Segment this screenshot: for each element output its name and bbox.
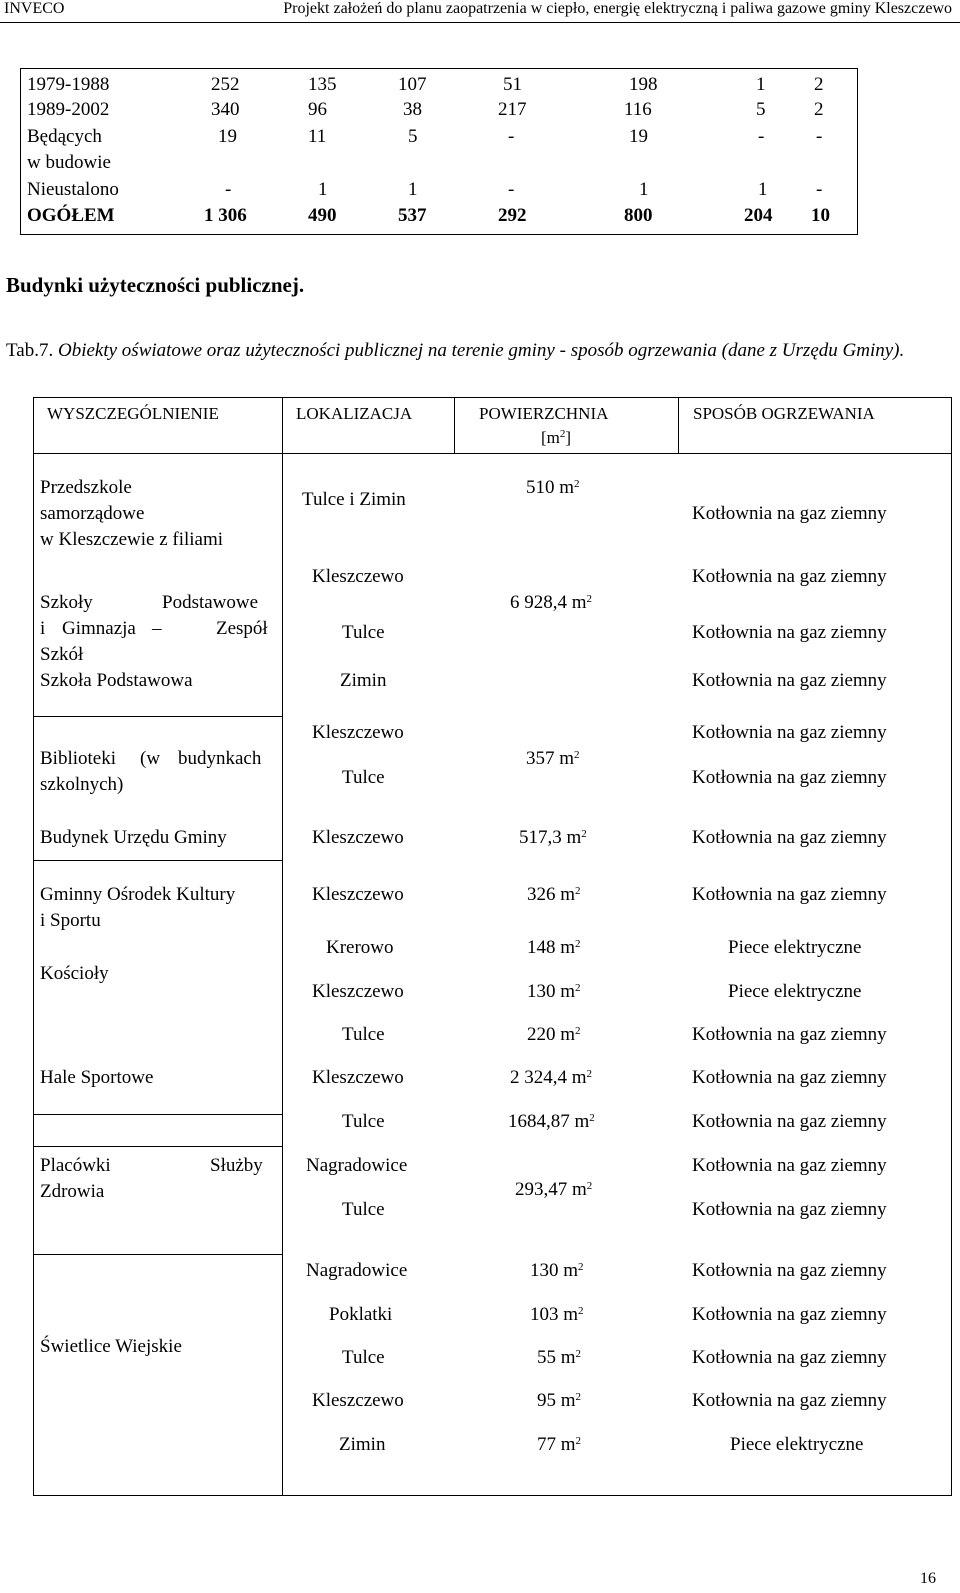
column-divider <box>678 398 679 453</box>
caption-text: Obiekty oświatowe oraz użyteczności publicznej na terenie gminy - sposób ogrzewania (dane z Urzędu Gminy). <box>57 340 905 361</box>
cell: 1 <box>639 179 649 200</box>
location-cell: Krerowo <box>326 937 394 958</box>
buildings-age-table <box>20 68 858 235</box>
cell: 292 <box>498 205 527 226</box>
area-cell: 148 $m^2$ <box>527 937 581 958</box>
location-cell: Nagradowice <box>306 1155 408 1176</box>
heating-cell: Kotłownia na gaz ziemny <box>692 503 887 524</box>
row-label: 1979-1988 <box>27 74 110 95</box>
cell: 11 <box>308 126 327 147</box>
cell: 204 <box>744 205 773 226</box>
cell: 107 <box>398 74 427 95</box>
entry-primary-school: Szkoła Podstawowa <box>40 670 193 691</box>
cell: 2 <box>814 74 824 95</box>
cell: 96 <box>308 99 327 120</box>
area-cell: 6 928,4 $m^2$ <box>510 592 593 613</box>
location-cell: Kleszczewo <box>312 722 404 743</box>
column-divider <box>454 398 455 453</box>
entry-village-halls: Świetlice Wiejskie <box>40 1336 182 1357</box>
header-heating: SPOSÓB OGRZEWANIA <box>693 404 875 423</box>
entry-schools-line1: Szkoły Podstawowe <box>40 592 259 613</box>
row-divider <box>34 860 282 861</box>
entry-kindergarten: Przedszkole samorządowe w Kleszczewie z filiami <box>40 477 224 550</box>
header-company: INVECO <box>4 0 65 17</box>
heating-cell: Kotłownia na gaz ziemny <box>692 1260 887 1281</box>
cell: 800 <box>624 205 653 226</box>
area-cell: 95 $m^2$ <box>537 1390 582 1411</box>
area-cell: 220 $m^2$ <box>527 1024 581 1045</box>
cell: 1 <box>408 179 418 200</box>
cell: - <box>816 179 823 200</box>
entry-churches: Kościoły <box>40 963 109 984</box>
location-cell: Kleszczewo <box>312 884 404 905</box>
cell: 1 306 <box>204 205 247 226</box>
location-cell: Tulce <box>342 1347 385 1368</box>
cell: 1 <box>756 74 766 95</box>
caption-prefix: Tab.7. <box>6 340 54 361</box>
area-cell: 517,3 $m^2$ <box>519 827 587 848</box>
cell: 490 <box>308 205 337 226</box>
entry-health-services-line2: Zdrowia <box>40 1181 105 1202</box>
header-description: WYSZCZEGÓLNIENIE <box>47 404 219 423</box>
cell: 51 <box>503 74 522 95</box>
cell: - <box>508 126 515 147</box>
heating-cell: Kotłownia na gaz ziemny <box>692 1155 887 1176</box>
cell: 116 <box>624 99 652 120</box>
row-divider <box>34 453 951 454</box>
location-cell: Tulce <box>342 1199 385 1220</box>
row-label: Nieustalono <box>27 179 119 200</box>
cell: 1 <box>318 179 328 200</box>
area-cell: 1684,87 $m^2$ <box>508 1111 595 1132</box>
cell: - <box>508 179 515 200</box>
header-title: Projekt założeń do planu zaopatrzenia w ciepło, energię elektryczną i paliwa gazowe gminy Kleszczewo <box>283 0 952 17</box>
heating-cell: Kotłownia na gaz ziemny <box>692 1304 887 1325</box>
cell: 340 <box>211 99 240 120</box>
heating-cell: Piece elektryczne <box>728 981 862 1002</box>
location-cell: Tulce <box>342 622 385 643</box>
entry-health-services: Placówki Służby <box>40 1155 263 1176</box>
location-cell: Tulce <box>342 1111 385 1132</box>
cell: 217 <box>498 99 527 120</box>
area-cell: 130 $m^2$ <box>527 981 581 1002</box>
entry-schools-line2: i Gimnazja – Zespół <box>40 618 268 639</box>
heating-cell: Kotłownia na gaz ziemny <box>692 1199 887 1220</box>
cell: - <box>816 126 823 147</box>
cell: 38 <box>403 99 422 120</box>
row-label: Będących <box>27 126 102 147</box>
row-label: 1989-2002 <box>27 99 110 120</box>
cell: 537 <box>398 205 427 226</box>
cell: 198 <box>629 74 658 95</box>
cell: 10 <box>811 205 830 226</box>
location-cell: Kleszczewo <box>312 827 404 848</box>
area-cell: 55 $m^2$ <box>537 1347 582 1368</box>
cell: 5 <box>756 99 766 120</box>
row-label: OGÓŁEM <box>27 205 115 226</box>
cell: - <box>225 179 232 200</box>
header-location: LOKALIZACJA <box>296 404 413 423</box>
location-cell: Kleszczewo <box>312 566 404 587</box>
entry-town-hall: Budynek Urzędu Gminy <box>40 827 227 848</box>
row-divider <box>34 1114 282 1115</box>
header-area-unit: $[m^2]$ <box>541 428 572 447</box>
header-area: POWIERZCHNIA <box>479 404 609 423</box>
heating-cell: Kotłownia na gaz ziemny <box>692 767 887 788</box>
cell: 135 <box>308 74 337 95</box>
heating-cell: Kotłownia na gaz ziemny <box>692 722 887 743</box>
entry-schools-line3: Szkół <box>40 644 84 665</box>
heating-cell: Kotłownia na gaz ziemny <box>692 1390 887 1411</box>
location-cell: Zimin <box>340 670 387 691</box>
area-cell: 103 $m^2$ <box>530 1304 584 1325</box>
cell: 2 <box>814 99 824 120</box>
entry-culture-center: Gminny Ośrodek Kultury i Sportu <box>40 884 236 931</box>
location-cell: Kleszczewo <box>312 981 404 1002</box>
heating-cell: Kotłownia na gaz ziemny <box>692 622 887 643</box>
heating-cell: Kotłownia na gaz ziemny <box>692 1347 887 1368</box>
heating-cell: Piece elektryczne <box>730 1434 864 1455</box>
page-header <box>0 0 960 23</box>
row-divider <box>34 1254 282 1255</box>
heating-cell: Kotłownia na gaz ziemny <box>692 1024 887 1045</box>
cell: 1 <box>758 179 768 200</box>
area-cell: 77 $m^2$ <box>537 1434 582 1455</box>
row-divider <box>34 1146 282 1147</box>
area-cell: 357 $m^2$ <box>526 748 580 769</box>
location-cell: Tulce i Zimin <box>302 489 406 510</box>
location-cell: Poklatki <box>329 1304 393 1325</box>
public-buildings-table <box>33 397 952 1496</box>
row-label-line2: w budowie <box>27 152 111 173</box>
heating-cell: Kotłownia na gaz ziemny <box>692 884 887 905</box>
entry-sports-halls: Hale Sportowe <box>40 1067 154 1088</box>
location-cell: Tulce <box>342 767 385 788</box>
heating-cell: Kotłownia na gaz ziemny <box>692 1111 887 1132</box>
cell: 5 <box>408 126 418 147</box>
area-cell: 130 $m^2$ <box>530 1260 584 1281</box>
section-title: Budynki użyteczności publicznej. <box>6 273 305 297</box>
entry-libraries-line2: szkolnych) <box>40 774 124 795</box>
location-cell: Tulce <box>342 1024 385 1045</box>
location-cell: Zimin <box>339 1434 386 1455</box>
cell: 19 <box>218 126 237 147</box>
cell: - <box>758 126 765 147</box>
cell: 252 <box>211 74 240 95</box>
heating-cell: Piece elektryczne <box>728 937 862 958</box>
location-cell: Kleszczewo <box>312 1067 404 1088</box>
area-cell: 510 $m^2$ <box>526 477 580 498</box>
page-number: 16 <box>920 1570 936 1587</box>
area-cell: 2 324,4 $m^2$ <box>510 1067 593 1088</box>
row-divider <box>34 716 282 717</box>
location-cell: Nagradowice <box>306 1260 408 1281</box>
heating-cell: Kotłownia na gaz ziemny <box>692 827 887 848</box>
cell: 19 <box>629 126 648 147</box>
column-divider <box>282 398 283 1495</box>
area-cell: 293,47 $m^2$ <box>515 1179 593 1200</box>
heating-cell: Kotłownia na gaz ziemny <box>692 670 887 691</box>
heating-cell: Kotłownia na gaz ziemny <box>692 1067 887 1088</box>
area-cell: 326 $m^2$ <box>527 884 581 905</box>
heating-cell: Kotłownia na gaz ziemny <box>692 566 887 587</box>
table-caption <box>6 338 951 364</box>
location-cell: Kleszczewo <box>312 1390 404 1411</box>
entry-libraries: Biblioteki (w budynkach <box>40 748 262 769</box>
